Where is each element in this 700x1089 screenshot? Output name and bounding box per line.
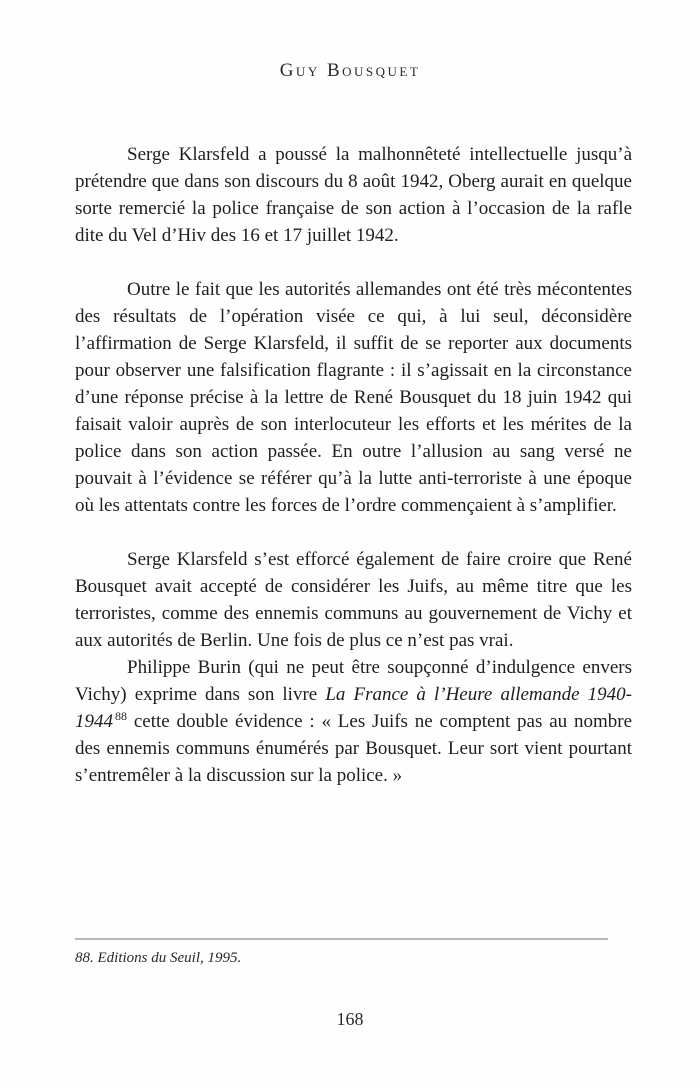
paragraph: Outre le fait que les autorités allemandes ont été très mécontentes des résultats de l’opération visée ce qui, à lui seul, déconsidère l’affirmation de Serge Klarsfeld, il suffit de se reporter aux documents pour observer une falsification flagrante : il s’agissait en la circonstance d’une réponse précise à la lettre de René Bousquet du 18 juin 1942 qui faisait valoir auprès de son interlocuteur les efforts et les mérites de la police dans son action passée. En outre l’allusion au sang versé ne pouvait à l’évidence se référer qu’à la lutte anti-terroriste à une époque où les attentats contre les forces de l’ordre commençaient à s’amplifier.: [75, 279, 632, 516]
footnote: 88. Editions du Seuil, 1995.: [75, 950, 242, 966]
page-number: 168: [336, 1009, 364, 1029]
book-title-italic: La France à l’Heure allemande 1940-1944: [75, 684, 632, 732]
paragraph-text: Philippe Burin (qui ne peut être soupçonné d’indulgence envers Vichy) exprime dans son livre: [75, 657, 632, 705]
paragraph: Serge Klarsfeld s’est efforcé également de faire croire que René Bousquet avait accepté de considérer les Juifs, au même titre que les terroristes, comme des ennemis communs au gouvernement de Vichy et aux autorités de Berlin. Une fois de plus ce n’est pas vrai.: [75, 549, 632, 651]
paragraph-text: cette double évidence : « Les Juifs ne comptent pas au nombre des ennemis communs énumérés par Bousquet. Leur sort vient pourtant s’entremêler à la discussion sur la police. »: [75, 711, 632, 786]
footnote-reference: 88: [115, 708, 127, 723]
footnote-separator: [75, 938, 608, 940]
paragraph: Serge Klarsfeld a poussé la malhonnêteté intellectuelle jusqu’à prétendre que dans son discours du 8 août 1942, Oberg aurait en quelque sorte remercié la police française de son action à l’occasion de la rafle dite du Vel d’Hiv des 16 et 17 juillet 1942.: [75, 144, 632, 246]
running-header: Guy Bousquet: [279, 60, 421, 81]
footnote-area: [75, 938, 608, 968]
paragraph: [75, 654, 632, 789]
body-text: [75, 141, 632, 789]
